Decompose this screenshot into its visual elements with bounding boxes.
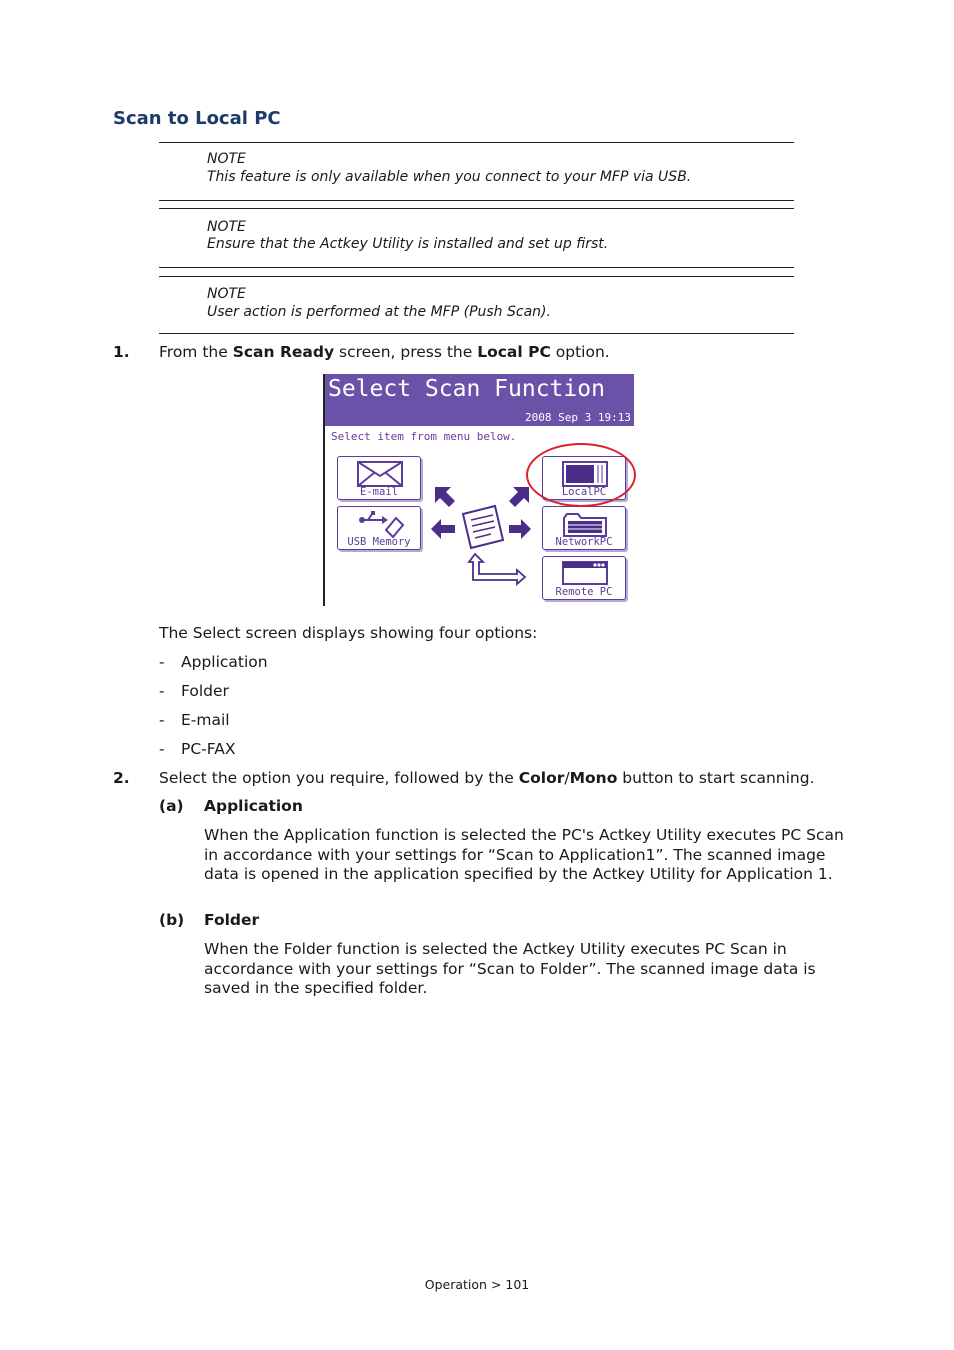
envelope-icon: [356, 460, 404, 488]
email-button[interactable]: [337, 456, 421, 500]
select-intro: The Select screen displays showing four options:: [159, 624, 538, 642]
step-number: 1.: [113, 343, 130, 361]
section-heading: Scan to Local PC: [113, 108, 281, 129]
email-button-label: E-mail: [360, 486, 398, 498]
document-icon: [463, 506, 503, 548]
arrow-down-right-icon: [469, 554, 525, 584]
folder-description: When the Folder function is selected the Actkey Utility executes PC Scan in accordance with your settings for “Scan to Folder”. The scanned image data is saved in the specified folder.: [204, 940, 816, 997]
folder-icon: [561, 510, 609, 538]
option-pc-fax: PC-FAX: [181, 740, 236, 758]
step-number: 2.: [113, 769, 130, 787]
option-folder: Folder: [181, 682, 229, 700]
remote-pc-button[interactable]: [542, 556, 626, 600]
bullet-dash: -: [159, 653, 165, 671]
arrow-left-icon: [431, 519, 455, 539]
page-footer: Operation > 101: [424, 1277, 530, 1292]
usb-icon: [356, 510, 404, 538]
step-1-text: From the Scan Ready screen, press the Local PC option.: [159, 343, 610, 361]
application-description: When the Application function is selected the PC's Actkey Utility executes PC Scan in accordance with your settings for “Scan to Application1”. The scanned image data is opened in the application specified by the Actkey Utility for Application 1.: [204, 826, 844, 883]
usb-memory-button[interactable]: [337, 506, 421, 550]
scan-flow-arrows: [425, 484, 540, 589]
note-text: Ensure that the Actkey Utility is installed and set up first.: [207, 236, 609, 252]
sub-item-title: Application: [204, 797, 303, 815]
sub-item-letter: (b): [159, 911, 185, 929]
bullet-dash: -: [159, 740, 165, 758]
note-label: NOTE: [207, 286, 246, 302]
network-pc-button[interactable]: [542, 506, 626, 550]
arrow-up-right-icon: [509, 487, 529, 507]
arrow-up-left-icon: [435, 487, 455, 507]
screen-instruction: Select item from menu below.: [331, 430, 517, 443]
note-divider: [159, 333, 794, 334]
note-divider: [159, 267, 794, 268]
usb-memory-button-label: USB Memory: [347, 536, 411, 548]
remote-pc-button-label: Remote PC: [555, 586, 613, 598]
arrow-right-icon: [509, 519, 531, 539]
note-divider: [159, 142, 794, 143]
note-text: User action is performed at the MFP (Push Scan).: [207, 304, 551, 320]
option-email: E-mail: [181, 711, 230, 729]
remote-pc-icon: [561, 560, 609, 588]
screen-datetime: 2008 Sep 3 19:13: [525, 411, 631, 424]
note-text: This feature is only available when you connect to your MFP via USB.: [207, 169, 692, 185]
note-divider: [159, 208, 794, 209]
note-label: NOTE: [207, 151, 246, 167]
network-pc-button-label: NetworkPC: [555, 536, 613, 548]
step-2-text: Select the option you require, followed by the Color/Mono button to start scanning.: [159, 769, 815, 787]
sub-item-letter: (a): [159, 797, 184, 815]
note-divider: [159, 276, 794, 277]
local-pc-button-label: LocalPC: [561, 486, 607, 498]
local-pc-highlight-circle: [526, 443, 636, 507]
note-label: NOTE: [207, 219, 246, 235]
note-divider: [159, 200, 794, 201]
bullet-dash: -: [159, 711, 165, 729]
bullet-dash: -: [159, 682, 165, 700]
option-application: Application: [181, 653, 268, 671]
screen-title: Select Scan Function: [328, 376, 605, 402]
sub-item-title: Folder: [204, 911, 260, 929]
